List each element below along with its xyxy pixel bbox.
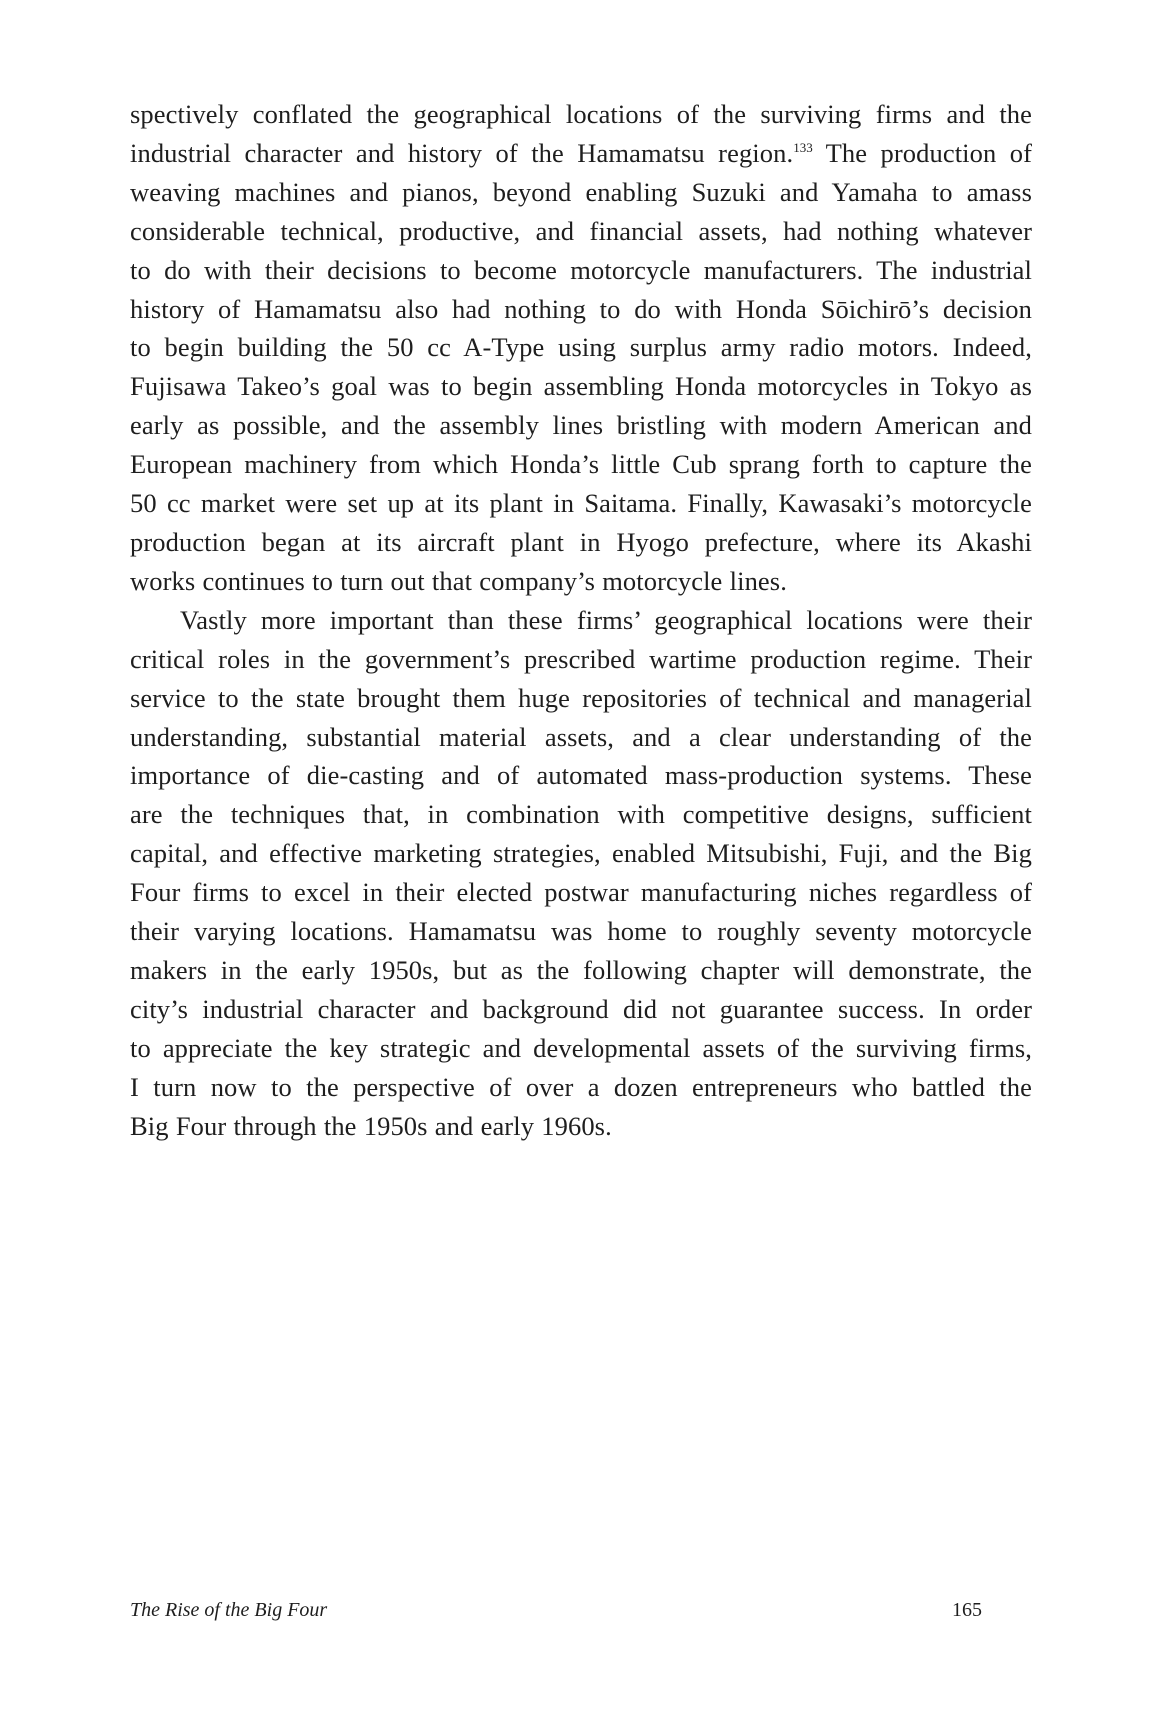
text-line-with-footnote bbox=[130, 134, 1032, 173]
text-line: their varying locations. Hamamatsu was home to roughly seventy motorcycle bbox=[130, 916, 1032, 947]
text-line: to begin building the 50 cc A-Type using surplus army radio motors. Indeed, bbox=[130, 332, 1032, 363]
page-number: 165 bbox=[952, 1599, 982, 1621]
text-segment: industrial character and history of the Hamamatsu region. bbox=[130, 137, 794, 168]
text-line: Big Four through the 1950s and early 1960s. bbox=[130, 1110, 612, 1141]
text-line: early as possible, and the assembly lines bristling with modern American and bbox=[130, 410, 1032, 441]
text-segment: The production of bbox=[812, 137, 1032, 168]
text-line: spectively conflated the geographical locations of the surviving firms and the bbox=[130, 99, 1032, 129]
text-line: I turn now to the perspective of over a dozen entrepreneurs who battled the bbox=[130, 1071, 1032, 1102]
text-line: to do with their decisions to become motorcycle manufacturers. The industrial bbox=[130, 254, 1032, 285]
footnote-reference[interactable]: 133 bbox=[793, 139, 813, 155]
text-line: history of Hamamatsu also had nothing to do with Honda Sōichirō’s decision bbox=[130, 293, 1032, 324]
text-line: city’s industrial character and background did not guarantee success. In order bbox=[130, 993, 1032, 1024]
text-line: importance of die-casting and of automated mass-production systems. These bbox=[130, 760, 1032, 791]
body-text bbox=[130, 95, 1032, 1145]
text-line: considerable technical, productive, and financial assets, had nothing whatever bbox=[130, 215, 1032, 246]
text-line: production began at its aircraft plant in Hyogo prefecture, where its Akashi bbox=[130, 526, 1032, 557]
text-line: understanding, substantial material assets, and a clear understanding of the bbox=[130, 721, 1032, 752]
text-line: European machinery from which Honda’s little Cub sprang forth to capture the bbox=[130, 449, 1032, 480]
text-line: Fujisawa Takeo’s goal was to begin assembling Honda motorcycles in Tokyo as bbox=[130, 371, 1032, 402]
text-line: are the techniques that, in combination with competitive designs, sufficient bbox=[130, 799, 1032, 830]
running-title: The Rise of the Big Four bbox=[130, 1599, 328, 1621]
paragraph-2 bbox=[130, 601, 1032, 1146]
text-line: makers in the early 1950s, but as the following chapter will demonstrate, the bbox=[130, 954, 1032, 985]
text-line: to appreciate the key strategic and developmental assets of the surviving firms, bbox=[130, 1032, 1032, 1063]
text-line: weaving machines and pianos, beyond enabling Suzuki and Yamaha to amass bbox=[130, 176, 1032, 207]
text-line: Four firms to excel in their elected postwar manufacturing niches regardless of bbox=[130, 877, 1032, 908]
paragraph-1 bbox=[130, 95, 1032, 601]
text-line: service to the state brought them huge repositories of technical and managerial bbox=[130, 682, 1032, 713]
text-line: critical roles in the government’s prescribed wartime production regime. Their bbox=[130, 643, 1032, 674]
text-line: works continues to turn out that company’s motorcycle lines. bbox=[130, 565, 787, 596]
text-line: 50 cc market were set up at its plant in Saitama. Finally, Kawasaki’s motorcycle bbox=[130, 488, 1032, 519]
text-line: Vastly more important than these firms’ geographical locations were their bbox=[180, 604, 1032, 635]
text-line: capital, and effective marketing strategies, enabled Mitsubishi, Fuji, and the Big bbox=[130, 838, 1032, 869]
page-footer bbox=[130, 1598, 982, 1622]
